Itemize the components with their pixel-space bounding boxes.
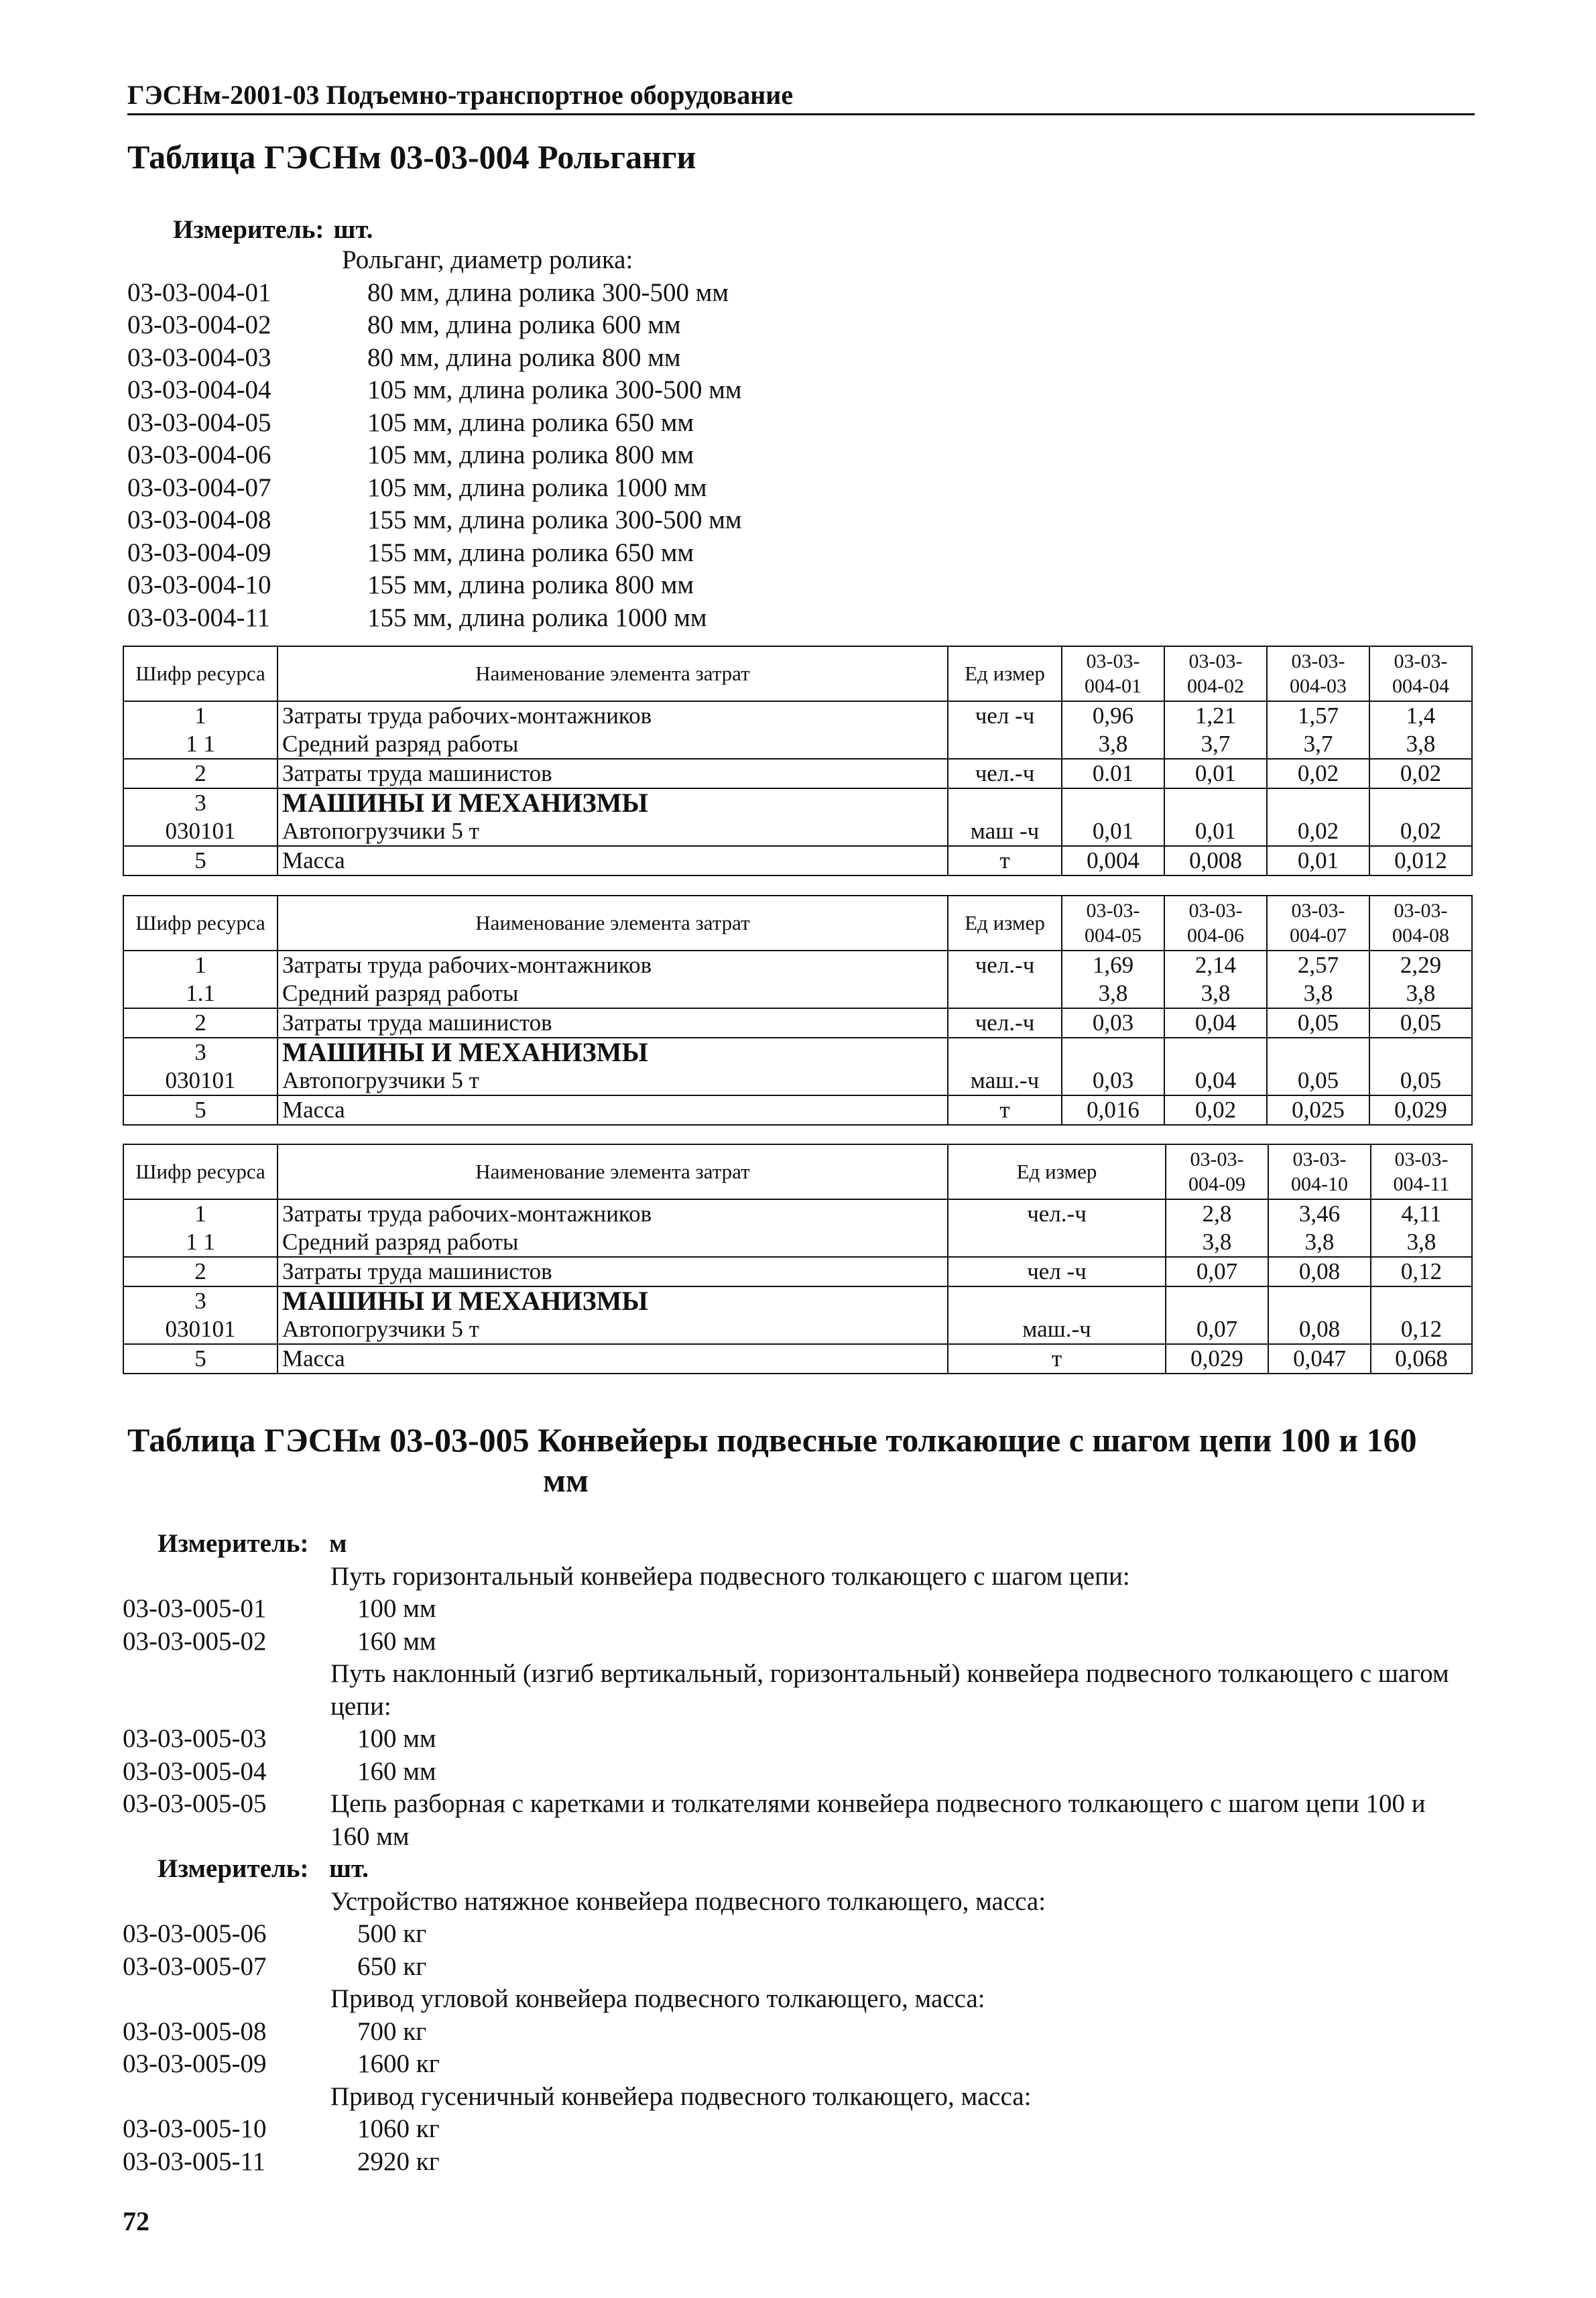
norm-code-part: 004-09 xyxy=(1188,1173,1245,1195)
row-value: 0,05 xyxy=(1267,1008,1369,1038)
row-value: 0,025 xyxy=(1267,1095,1369,1125)
row-value: 3,8 xyxy=(1267,979,1369,1008)
row-name: МАШИНЫ И МЕХАНИЗМЫ xyxy=(278,1286,948,1315)
row-value: 0,047 xyxy=(1268,1344,1371,1374)
row-name: Масса xyxy=(278,1344,948,1374)
item-desc: Устройство натяжное конвейера подвесного толкающего, масса: xyxy=(330,1886,1046,1916)
norm-code-part: 03-03- xyxy=(1394,900,1448,922)
row-value xyxy=(1268,1286,1371,1315)
item-code: 03-03-005-09 xyxy=(123,2049,267,2078)
row-code: 5 xyxy=(123,846,278,875)
list-item xyxy=(127,504,1401,537)
item-desc: 1060 кг xyxy=(357,2114,440,2143)
row-value xyxy=(1062,788,1164,817)
row-value: 3,8 xyxy=(1062,979,1164,1008)
row-code: 5 xyxy=(123,1344,278,1374)
list-item xyxy=(123,1756,1470,1789)
caption-text: Рольганг, диаметр ролика: xyxy=(342,245,633,274)
row-unit xyxy=(948,788,1062,817)
table-row xyxy=(123,1095,1472,1125)
norm-code-part: 004-06 xyxy=(1187,924,1244,947)
item-code: 03-03-005-05 xyxy=(123,1789,267,1818)
row-value: 0,01 xyxy=(1164,817,1267,846)
row-value: 2,29 xyxy=(1369,951,1472,979)
list-item xyxy=(123,1918,1470,1951)
header-unit: Ед измер xyxy=(948,896,1062,951)
row-value: 0,004 xyxy=(1062,846,1164,875)
row-unit: чел -ч xyxy=(948,701,1062,730)
row-value: 4,11 xyxy=(1371,1199,1472,1228)
unit-value: шт. xyxy=(333,215,373,244)
norm-code-part: 004-07 xyxy=(1290,924,1347,947)
item-desc: 80 мм, длина ролика 300-500 мм xyxy=(367,278,729,307)
list-item xyxy=(127,569,1401,602)
row-value: 0,04 xyxy=(1164,1008,1267,1038)
norm-code-part: 004-04 xyxy=(1392,675,1449,697)
list-item xyxy=(123,2016,1470,2049)
item-desc: Цепь разборная с каретками и толкателями конвейера подвесного толкающего с шагом цепи 100 и 160 мм xyxy=(330,1789,1426,1851)
norm-code-part: 03-03- xyxy=(1292,1148,1347,1170)
item-desc: 160 мм xyxy=(357,1626,436,1656)
row-unit: чел.-ч xyxy=(948,759,1062,788)
caption-row xyxy=(123,1561,1470,1593)
item-desc: 100 мм xyxy=(357,1594,436,1623)
caption-row xyxy=(127,244,1401,277)
row-value: 3,7 xyxy=(1267,730,1369,759)
row-name: Затраты труда рабочих-монтажников xyxy=(278,1199,948,1228)
norm-code-part: 004-08 xyxy=(1392,924,1449,947)
row-name: Масса xyxy=(278,846,948,875)
list-item xyxy=(127,472,1401,505)
header-code: Шифр ресурса xyxy=(123,1144,278,1199)
item-code: 03-03-004-06 xyxy=(127,440,271,469)
row-unit xyxy=(948,1038,1062,1067)
item-code: 03-03-004-05 xyxy=(127,408,271,437)
item-desc: 500 кг xyxy=(357,1919,427,1948)
norm-code-part: 03-03- xyxy=(1188,650,1243,672)
row-value: 3,8 xyxy=(1371,1228,1472,1257)
row-value: 0,01 xyxy=(1267,846,1369,875)
item-code: 03-03-005-02 xyxy=(123,1626,267,1656)
header-norm-code xyxy=(1062,896,1164,951)
header-unit: Ед измер xyxy=(948,1144,1166,1199)
header-unit: Ед измер xyxy=(948,646,1062,701)
norm-code-part: 03-03- xyxy=(1394,650,1448,672)
row-value: 0,05 xyxy=(1369,1067,1472,1095)
row-value xyxy=(1267,788,1369,817)
row-name: Затраты труда рабочих-монтажников xyxy=(278,701,948,730)
item-code: 03-03-005-01 xyxy=(123,1594,267,1623)
row-code: 5 xyxy=(123,1095,278,1125)
norm-code-part: 03-03- xyxy=(1291,650,1345,672)
row-value: 3,8 xyxy=(1369,979,1472,1008)
row-unit: т xyxy=(948,1344,1166,1374)
list-item xyxy=(127,309,1401,342)
item-code: 03-03-004-10 xyxy=(127,570,271,599)
row-name: МАШИНЫ И МЕХАНИЗМЫ xyxy=(278,788,948,817)
row-name: Автопогрузчики 5 т xyxy=(278,817,948,846)
list-item xyxy=(127,407,1401,440)
row-value: 3,8 xyxy=(1062,730,1164,759)
row-code: 030101 xyxy=(123,817,278,846)
header-row xyxy=(123,896,1472,951)
caption-row xyxy=(123,1658,1470,1723)
item-desc: 155 мм, длина ролика 800 мм xyxy=(367,570,694,599)
item-desc: 155 мм, длина ролика 650 мм xyxy=(367,538,694,567)
item-desc: 160 мм xyxy=(357,1756,436,1786)
list-item xyxy=(123,2146,1470,2179)
row-code: 1 xyxy=(123,951,278,979)
row-name: Масса xyxy=(278,1095,948,1125)
row-value: 0,03 xyxy=(1062,1008,1164,1038)
item-code: 03-03-004-01 xyxy=(127,278,271,307)
row-unit: маш.-ч xyxy=(948,1315,1166,1344)
row-value: 0,02 xyxy=(1369,759,1472,788)
header-name: Наименование элемента затрат xyxy=(278,646,948,701)
row-unit: маш.-ч xyxy=(948,1067,1062,1095)
header-norm-code xyxy=(1164,896,1267,951)
item-desc: Путь горизонтальный конвейера подвесного толкающего с шагом цепи: xyxy=(330,1561,1130,1591)
table-005-items xyxy=(123,1528,1470,2178)
list-item xyxy=(127,277,1401,310)
header-name: Наименование элемента затрат xyxy=(278,896,948,951)
row-value: 0,08 xyxy=(1268,1257,1371,1286)
row-code: 2 xyxy=(123,1257,278,1286)
row-unit xyxy=(948,730,1062,759)
header-name: Наименование элемента затрат xyxy=(278,1144,948,1199)
table-row xyxy=(123,951,1472,979)
item-code: 03-03-004-11 xyxy=(127,603,271,632)
row-value: 0,96 xyxy=(1062,701,1164,730)
row-unit xyxy=(948,1228,1166,1257)
item-code: 03-03-004-09 xyxy=(127,538,271,567)
list-item xyxy=(127,439,1401,472)
norm-table-004-01-04 xyxy=(123,646,1473,876)
row-name: Затраты труда машинистов xyxy=(278,1257,948,1286)
norm-code-part: 03-03- xyxy=(1086,650,1140,672)
row-value: 0,02 xyxy=(1369,817,1472,846)
row-value: 0,02 xyxy=(1267,817,1369,846)
row-value: 1,21 xyxy=(1164,701,1267,730)
caption-row xyxy=(123,1886,1470,1919)
unit-label: Измеритель: xyxy=(158,1854,309,1883)
item-desc: 80 мм, длина ролика 600 мм xyxy=(367,310,681,339)
item-code: 03-03-004-02 xyxy=(127,310,271,339)
norm-code-part: 004-02 xyxy=(1187,675,1244,697)
row-value: 0,05 xyxy=(1267,1067,1369,1095)
row-value: 0,12 xyxy=(1371,1257,1472,1286)
row-name: Затраты труда машинистов xyxy=(278,759,948,788)
item-desc: Привод угловой конвейера подвесного толкающего, масса: xyxy=(330,1984,985,2013)
row-value: 0,02 xyxy=(1267,759,1369,788)
row-value: 0,01 xyxy=(1164,759,1267,788)
list-item xyxy=(127,374,1401,407)
table-005-title-line1: Таблица ГЭСНм 03-03-005 Конвейеры подвесные толкающие с шагом цепи 100 и 160 xyxy=(127,1421,1417,1459)
row-name: МАШИНЫ И МЕХАНИЗМЫ xyxy=(278,1038,948,1067)
row-unit: чел.-ч xyxy=(948,1008,1062,1038)
row-value: 0,12 xyxy=(1371,1315,1472,1344)
row-code: 2 xyxy=(123,759,278,788)
item-desc: 100 мм xyxy=(357,1724,436,1753)
table-row xyxy=(123,701,1472,730)
list-item xyxy=(123,2048,1470,2081)
header-row xyxy=(123,646,1472,701)
row-value: 3,8 xyxy=(1369,730,1472,759)
header-norm-code xyxy=(1164,646,1267,701)
list-item xyxy=(127,537,1401,570)
table-row xyxy=(123,1257,1472,1286)
row-code: 2 xyxy=(123,1008,278,1038)
header-norm-code xyxy=(1062,646,1164,701)
list-item xyxy=(123,1626,1470,1658)
unit-label: Измеритель: xyxy=(158,1529,309,1558)
row-name: Затраты труда рабочих-монтажников xyxy=(278,951,948,979)
header-code: Шифр ресурса xyxy=(123,896,278,951)
unit-value: м xyxy=(329,1529,347,1558)
row-unit: чел -ч xyxy=(948,1257,1166,1286)
row-value: 2,14 xyxy=(1164,951,1267,979)
row-code: 1 xyxy=(123,701,278,730)
row-code: 1.1 xyxy=(123,979,278,1008)
row-name: Затраты труда машинистов xyxy=(278,1008,948,1038)
norm-code-part: 004-10 xyxy=(1291,1173,1348,1195)
header-norm-code xyxy=(1267,896,1369,951)
row-name: Средний разряд работы xyxy=(278,730,948,759)
table-005-title xyxy=(127,1420,1475,1500)
row-value: 0,029 xyxy=(1369,1095,1472,1125)
item-code: 03-03-005-04 xyxy=(123,1756,267,1786)
row-unit: чел.-ч xyxy=(948,1199,1166,1228)
row-name: Автопогрузчики 5 т xyxy=(278,1067,948,1095)
header-norm-code xyxy=(1166,1144,1268,1199)
header-norm-code xyxy=(1371,1144,1472,1199)
table-004-items xyxy=(127,244,1401,634)
unit-row xyxy=(123,1853,1470,1886)
item-desc: 80 мм, длина ролика 800 мм xyxy=(367,343,681,372)
table-row xyxy=(123,730,1472,759)
row-code: 1 xyxy=(123,1199,278,1228)
norm-table-004-05-08 xyxy=(123,895,1473,1126)
item-code: 03-03-005-08 xyxy=(123,2016,267,2046)
norm-table-004-09-11 xyxy=(123,1144,1473,1374)
item-desc: 105 мм, длина ролика 800 мм xyxy=(367,440,694,469)
row-code: 1 1 xyxy=(123,730,278,759)
item-desc: 155 мм, длина ролика 1000 мм xyxy=(367,603,707,632)
row-value: 1,4 xyxy=(1369,701,1472,730)
unit-label: Измеритель: xyxy=(173,215,324,244)
list-item xyxy=(127,602,1401,635)
row-value xyxy=(1371,1286,1472,1315)
unit-row xyxy=(123,1528,1470,1561)
table-row xyxy=(123,1344,1472,1374)
row-value: 3,8 xyxy=(1166,1228,1268,1257)
row-value: 0,012 xyxy=(1369,846,1472,875)
row-value: 0,068 xyxy=(1371,1344,1472,1374)
row-name: Автопогрузчики 5 т xyxy=(278,1315,948,1344)
row-value: 2,8 xyxy=(1166,1199,1268,1228)
header-row xyxy=(123,1144,1472,1199)
item-desc: Привод гусеничный конвейера подвесного толкающего, масса: xyxy=(330,2081,1032,2111)
row-value xyxy=(1164,788,1267,817)
table-row xyxy=(123,1199,1472,1228)
row-unit: маш -ч xyxy=(948,817,1062,846)
running-header: ГЭСНм-2001-03 Подъемно-транспортное оборудование xyxy=(127,79,1475,115)
row-unit: чел.-ч xyxy=(948,951,1062,979)
row-code: 3 xyxy=(123,1286,278,1315)
row-code: 030101 xyxy=(123,1315,278,1344)
norm-code-part: 03-03- xyxy=(1188,900,1243,922)
list-item xyxy=(123,1951,1470,1984)
item-code: 03-03-004-04 xyxy=(127,375,271,404)
row-value: 0,03 xyxy=(1062,1067,1164,1095)
row-value: 3,7 xyxy=(1164,730,1267,759)
norm-code-part: 03-03- xyxy=(1086,900,1140,922)
caption-row xyxy=(123,1983,1470,2016)
norm-code-part: 03-03- xyxy=(1190,1148,1244,1170)
item-code: 03-03-005-10 xyxy=(123,2114,267,2143)
row-unit xyxy=(948,1286,1166,1315)
row-value: 1,69 xyxy=(1062,951,1164,979)
table-row xyxy=(123,846,1472,875)
table-row xyxy=(123,759,1472,788)
table-row xyxy=(123,1286,1472,1315)
row-value: 0,02 xyxy=(1164,1095,1267,1125)
row-code: 3 xyxy=(123,788,278,817)
list-item xyxy=(123,1593,1470,1626)
caption-row xyxy=(123,1788,1470,1853)
header-code: Шифр ресурса xyxy=(123,646,278,701)
item-code: 03-03-004-07 xyxy=(127,473,271,502)
row-value: 1,57 xyxy=(1267,701,1369,730)
row-value xyxy=(1166,1286,1268,1315)
item-code: 03-03-005-03 xyxy=(123,1724,267,1753)
table-row xyxy=(123,1228,1472,1257)
row-value: 3,8 xyxy=(1164,979,1267,1008)
row-value: 0,016 xyxy=(1062,1095,1164,1125)
row-value: 0,05 xyxy=(1369,1008,1472,1038)
row-code: 3 xyxy=(123,1038,278,1067)
row-code: 030101 xyxy=(123,1067,278,1095)
page-number: 72 xyxy=(123,2206,149,2236)
norm-code-part: 03-03- xyxy=(1394,1148,1449,1170)
item-desc: 2920 кг xyxy=(357,2146,440,2176)
row-value xyxy=(1267,1038,1369,1067)
row-value: 3,8 xyxy=(1268,1228,1371,1257)
table-004-unit xyxy=(173,215,373,245)
row-value xyxy=(1369,1038,1472,1067)
unit-value: шт. xyxy=(329,1854,369,1883)
row-value: 0,07 xyxy=(1166,1257,1268,1286)
item-desc: Путь наклонный (изгиб вертикальный, горизонтальный) конвейера подвесного толкающего с шагом цепи: xyxy=(330,1659,1449,1721)
row-value: 0,07 xyxy=(1166,1315,1268,1344)
row-value: 0.01 xyxy=(1062,759,1164,788)
row-value: 0,08 xyxy=(1268,1315,1371,1344)
header-norm-code xyxy=(1268,1144,1371,1199)
item-desc: 105 мм, длина ролика 1000 мм xyxy=(367,473,707,502)
item-code: 03-03-004-03 xyxy=(127,343,271,372)
list-item xyxy=(127,342,1401,375)
table-005-title-line2: мм xyxy=(543,1461,589,1499)
table-row xyxy=(123,1067,1472,1095)
norm-code-part: 03-03- xyxy=(1291,900,1345,922)
row-value xyxy=(1164,1038,1267,1067)
item-code: 03-03-005-11 xyxy=(123,2146,266,2176)
row-value: 3,46 xyxy=(1268,1199,1371,1228)
row-value: 0,008 xyxy=(1164,846,1267,875)
norm-code-part: 004-03 xyxy=(1290,675,1347,697)
row-value xyxy=(1062,1038,1164,1067)
item-desc: 700 кг xyxy=(357,2016,427,2046)
item-code: 03-03-005-06 xyxy=(123,1919,267,1948)
row-name: Средний разряд работы xyxy=(278,979,948,1008)
item-code: 03-03-004-08 xyxy=(127,505,271,534)
item-desc: 105 мм, длина ролика 650 мм xyxy=(367,408,694,437)
table-row xyxy=(123,979,1472,1008)
row-code: 1 1 xyxy=(123,1228,278,1257)
item-desc: 155 мм, длина ролика 300-500 мм xyxy=(367,505,742,534)
item-desc: 650 кг xyxy=(357,1951,427,1981)
header-norm-code xyxy=(1369,896,1472,951)
table-row xyxy=(123,788,1472,817)
row-value: 2,57 xyxy=(1267,951,1369,979)
norm-code-part: 004-05 xyxy=(1085,924,1142,947)
norm-code-part: 004-01 xyxy=(1085,675,1142,697)
header-norm-code xyxy=(1267,646,1369,701)
row-value: 0,04 xyxy=(1164,1067,1267,1095)
list-item xyxy=(123,1723,1470,1756)
table-row xyxy=(123,1008,1472,1038)
row-value xyxy=(1369,788,1472,817)
row-unit xyxy=(948,979,1062,1008)
item-code: 03-03-005-07 xyxy=(123,1951,267,1981)
row-value: 0,01 xyxy=(1062,817,1164,846)
item-desc: 1600 кг xyxy=(357,2049,440,2078)
row-unit: т xyxy=(948,846,1062,875)
table-004-title: Таблица ГЭСНм 03-03-004 Рольганги xyxy=(127,138,696,176)
row-name: Средний разряд работы xyxy=(278,1228,948,1257)
row-unit: т xyxy=(948,1095,1062,1125)
header-norm-code xyxy=(1369,646,1472,701)
caption-row xyxy=(123,2081,1470,2114)
table-row xyxy=(123,817,1472,846)
norm-code-part: 004-11 xyxy=(1393,1173,1450,1195)
table-row xyxy=(123,1315,1472,1344)
row-value: 0,029 xyxy=(1166,1344,1268,1374)
item-desc: 105 мм, длина ролика 300-500 мм xyxy=(367,375,742,404)
list-item xyxy=(123,2113,1470,2146)
table-row xyxy=(123,1038,1472,1067)
